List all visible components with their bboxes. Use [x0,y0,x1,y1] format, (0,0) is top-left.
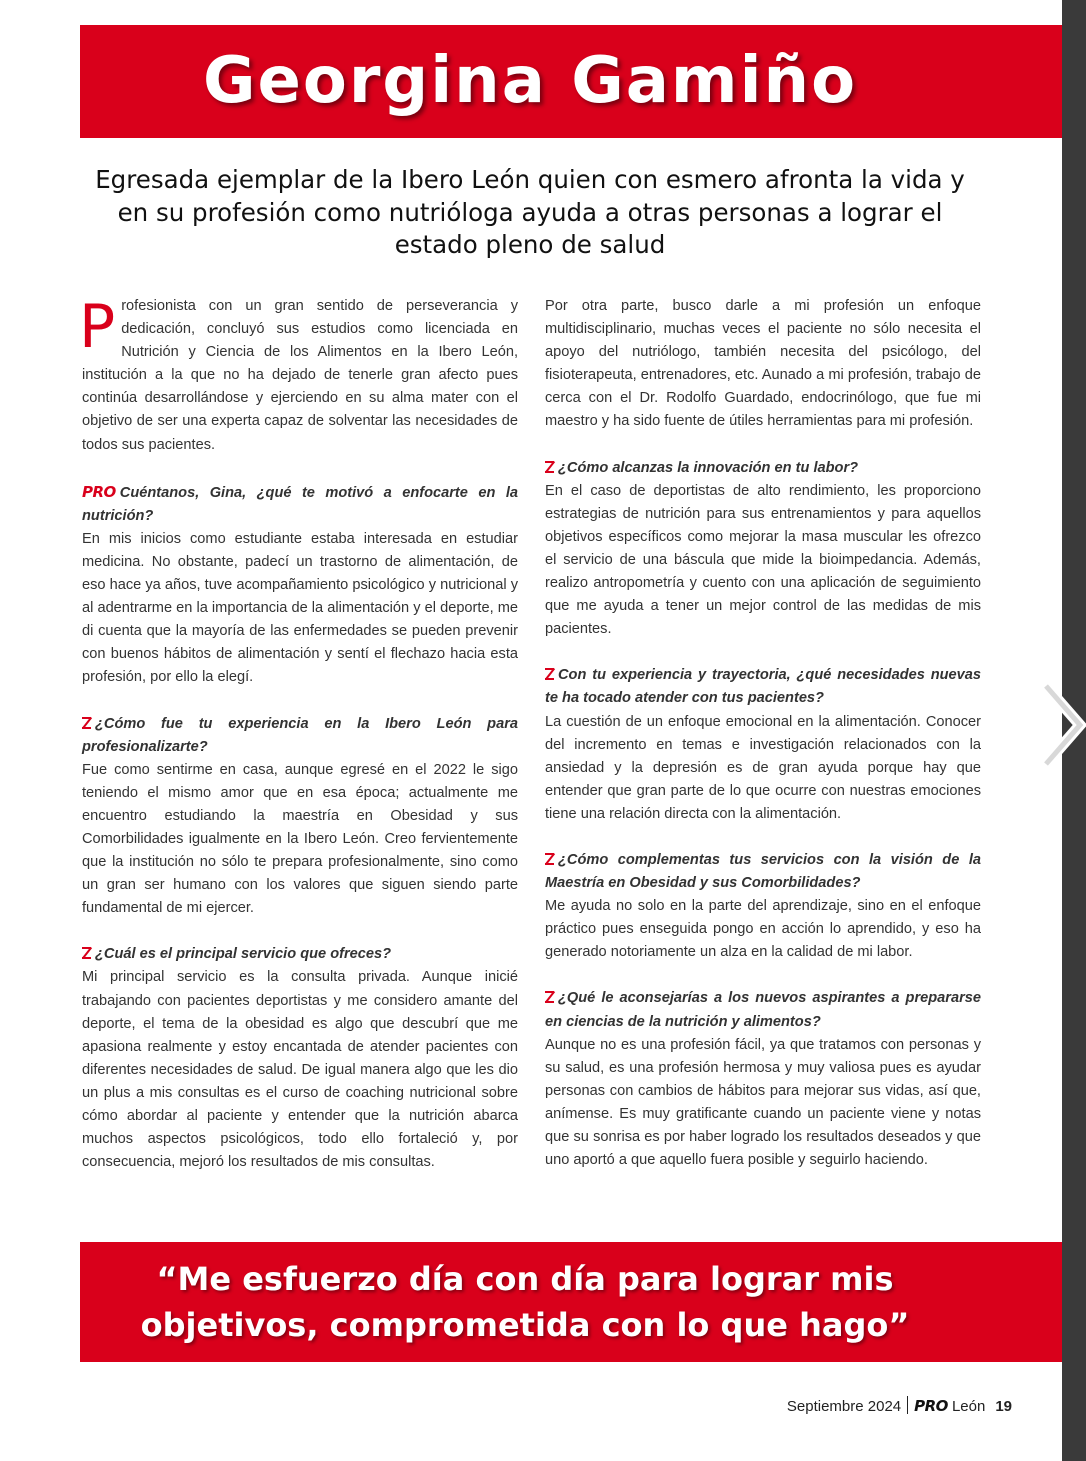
page-footer [650,1396,1012,1420]
right-column [545,295,981,1172]
title-banner [80,25,1062,138]
question [82,943,518,966]
z-mark-icon [545,461,554,473]
footer-city: León [951,1398,986,1415]
qa-block [82,713,518,921]
question-text: ¿Cuál es el principal servicio que ofreces? [95,946,392,963]
drop-cap: P [79,292,116,362]
question-text: ¿Cómo alcanzas la innovación en tu labor? [558,459,859,476]
left-column [79,292,518,1174]
answer: Aunque no es una profesión fácil, ya que tratamos con personas y su salud, es una profesión hermosa y muy valiosa pues es ayudar personas con cambios de hábitos para mejorar sus vidas, así que, anímense. Es muy gratificante cuando un paciente viene y notas que su sonrisa es por haber logrado los resultados deseados y que uno aportó a que aquello fuera posible y seguirlo haciendo. [545,1036,981,1169]
question [545,987,981,1033]
intro-paragraph [79,292,518,457]
qa-block [545,987,981,1172]
issue-date: Septiembre 2024 [786,1398,902,1415]
answer: En mis inicios como estudiante estaba interesada en estudiar medicina. No obstante, padecí un trastorno de alimentación, de eso hace ya años, tuve acompañamiento psicológico y nutricional y al adentrarme en la importancia de la alimentación y el deporte, me di cuenta que la mayoría de las enfermedades se pueden prevenir con buenos hábitos de alimentación y sentí el flechazo hacia esta profesión, por ello la elegí. [82,530,518,686]
qa-block [82,481,518,690]
question-text: ¿Cómo complementas tus servicios con la visión de la Maestría en Obesidad y sus Comorbilidades? [545,851,981,892]
question-text: ¿Qué le aconsejarías a los nuevos aspirantes a prepararse en ciencias de la nutrición y alimentos? [545,990,981,1030]
answer: Mi principal servicio es la consulta privada. Aunque inicié trabajando con pacientes deportistas y me considero amante del deporte, el tema de la obesidad es algo que descubrí que me apasiona realmente y estoy encantada de atender pacientes con diferentes necesidades de salud. De igual manera algo que les dio un plus a mis consultas es el curso de coaching nutricional sobre cómo abordar al paciente y entender que la nutrición abarca muchos aspectos psicológicos, todo ello fortaleció y, por consecuencia, mejoró los resultados de mis consultas. [82,969,518,1171]
qa-block [545,664,981,826]
question-text: Cuéntanos, Gina, ¿qué te motivó a enfocarte en la nutrición? [82,484,518,524]
pro-logo: PRO [82,482,116,501]
answer: En el caso de deportistas de alto rendimiento, les proporciono estrategias de nutrición para sus entrenamientos y para aquellos objetivos específicos como mejorar la masa muscular les ofrezco el servicio de una báscula que mide la bioimpedancia. Además, realizo antropometría y cuento con una aplicación de seguimiento que me ayuda a tener un mejor control de las medidas de mis pacientes. [545,482,981,638]
subtitle: Egresada ejemplar de la Ibero León quien con esmero afronta la vida y en su profesión como nutrióloga ayuda a otras personas a lograr el estado pleno de salud [95,165,965,259]
question [545,664,981,710]
qa-block [82,943,518,1174]
answer: Me ayuda no solo en la parte del aprendizaje, sino en el enfoque práctico pues enseguida pongo en acción lo aprendido, y eso ha generado notoriamente un alza en la calidad de mi labor. [545,898,981,961]
z-mark-icon [545,991,554,1003]
right-intro-paragraph: Por otra parte, busco darle a mi profesión un enfoque multidisciplinario, muchas veces el paciente no sólo necesita el apoyo del nutriólogo, también necesita del psicólogo, del fisioterapeuta, entrenadores, etc. Aunado a mi profesión, trabajo de cerca con el Dr. Rodolfo Guardado, endocrinólogo, que fue mi maestro y ha sido fuente de útiles herramientas para mi profesión. [545,298,981,430]
z-mark-icon [545,668,554,680]
z-mark-icon [545,853,554,865]
chevron-right-icon[interactable] [1036,680,1086,770]
question [545,849,981,895]
intro-text: rofesionista con un gran sentido de perseverancia y dedicación, concluyó sus estudios como licenciada en Nutrición y Ciencia de los Alimentos en la Ibero León, institución a la que no ha dejado de tenerle gran afecto pues continúa desarrollándose y ejerciendo en su alma mater con el objetivo de ser una experta capaz de solventar las necesidades de todos sus pacientes. [82,298,518,453]
question [545,457,981,480]
qa-block [545,457,981,642]
pull-quote: “Me esfuerzo día con día para lograr mis objetivos, comprometida con lo que hago” [140,1260,910,1344]
question-text: Con tu experiencia y trayectoria, ¿qué necesidades nuevas te ha tocado atender con tus pacientes? [545,667,981,707]
z-mark-icon [82,717,91,729]
footer-divider [907,1396,908,1414]
question [82,481,518,528]
question-text: ¿Cómo fue tu experiencia en la Ibero León para profesionalizarte? [82,715,518,755]
footer-pro-logo: PRO [914,1397,948,1415]
qa-block [545,849,981,964]
answer: La cuestión de un enfoque emocional en la alimentación. Conocer del incremento en temas e investigación relacionados con la ansiedad y la depresión es de gran ayuda porque hay que entender que gran parte de lo que ocurre con nuestras emociones tiene una relación directa con la alimentación. [545,713,981,822]
question [82,713,518,759]
page-title: Georgina Gamiño [202,44,858,118]
page-number: 19 [995,1398,1012,1415]
pull-quote-banner [80,1242,1062,1362]
answer: Fue como sentirme en casa, aunque egresé en el 2022 le sigo teniendo el mismo amor que en esa época; actualmente me encuentro estudiando la maestría en Obesidad y sus Comorbilidades igualmente en la Ibero León. Creo fervientemente que la institución no sólo te prepara profesionalmente, sino como un gran ser humano con los valores que siguen siendo parte fundamental de mi ejercer. [82,761,518,917]
z-mark-icon [82,947,91,959]
